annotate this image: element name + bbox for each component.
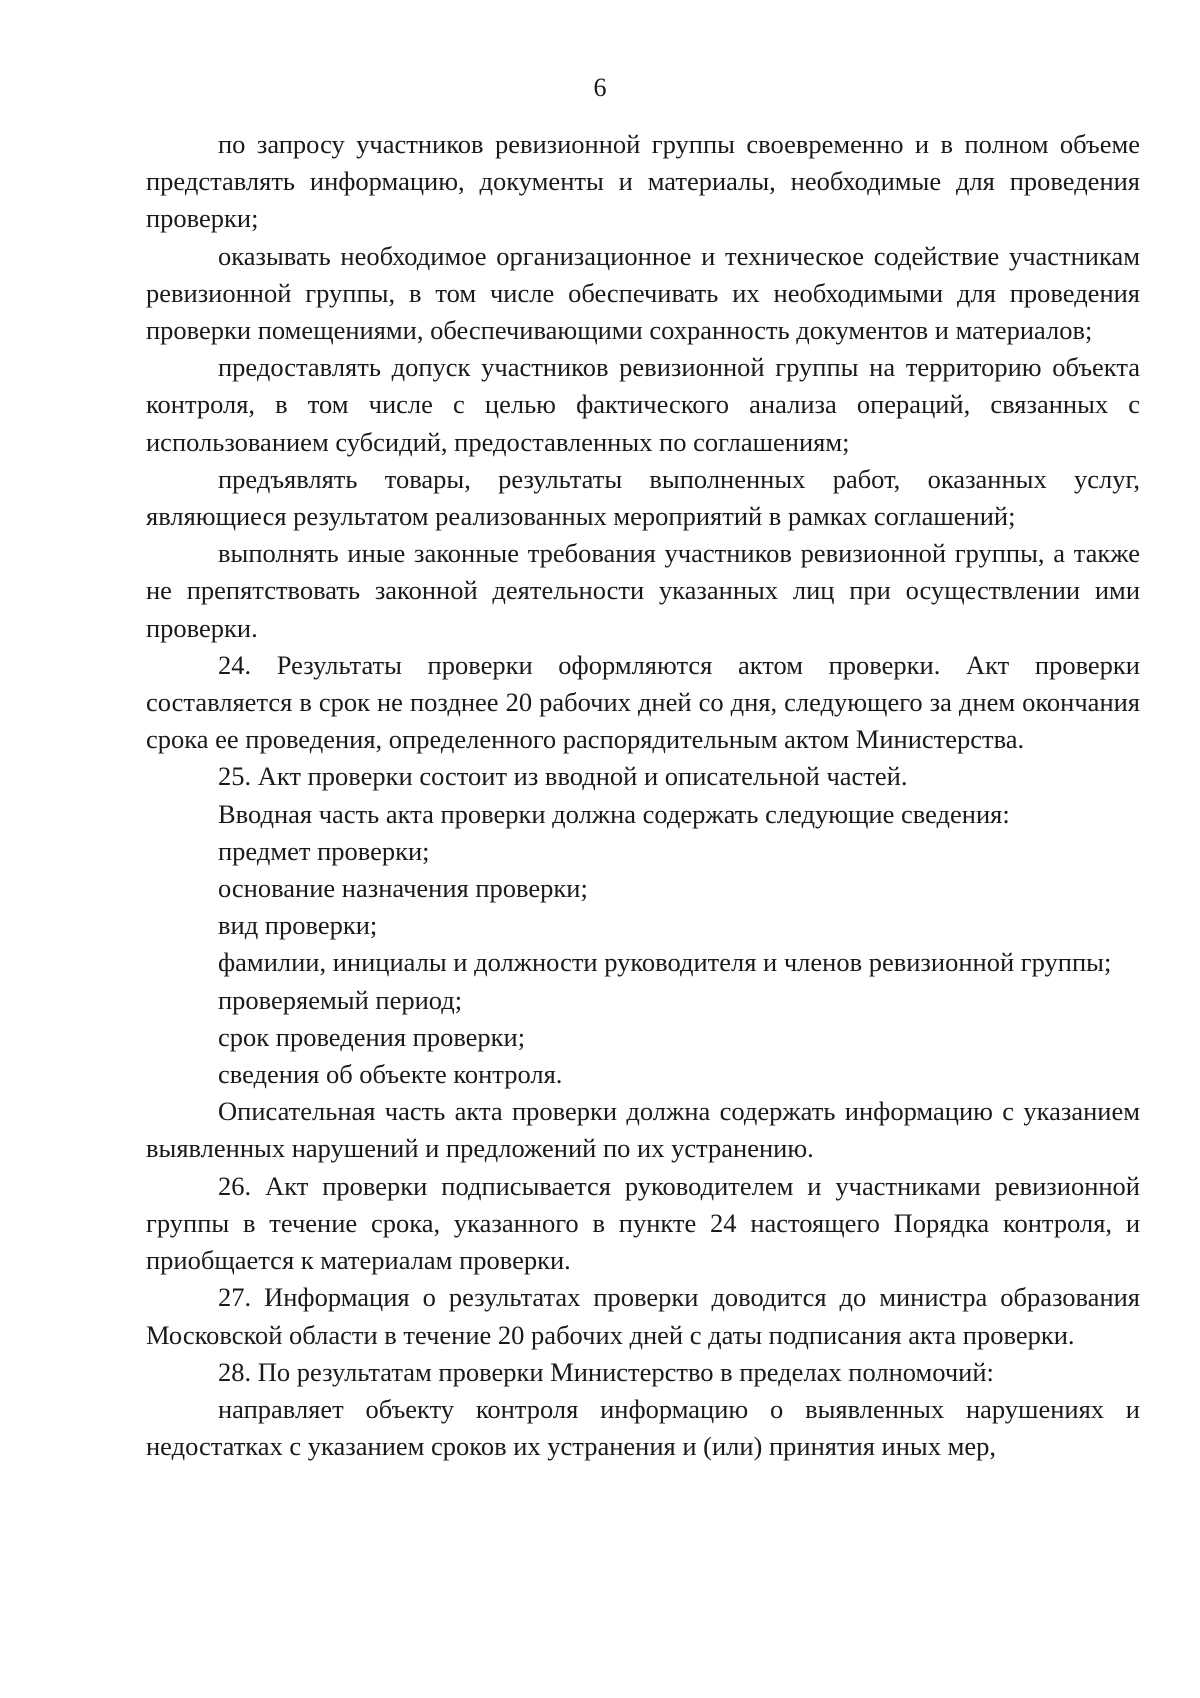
list-item: предмет проверки;	[218, 835, 430, 866]
paragraph: оказывать необходимое организационное и техническое содействие участникам ревизионной группы, в том числе обеспечивать их необходимыми для проведения проверки помещениями, обеспечивающими сохранность документов и материалов;	[146, 240, 1140, 346]
paragraph-clause-24: 24. Результаты проверки оформляются актом проверки. Акт проверки составляется в срок не позднее 20 рабочих дней со дня, следующего за днем окончания срока ее проведения, определенного распорядительным актом Министерства.	[146, 649, 1140, 755]
document-body	[146, 126, 1140, 1465]
paragraph-clause-28: 28. По результатам проверки Министерство в пределах полномочий:	[218, 1356, 994, 1387]
list-item: сведения об объекте контроля.	[218, 1059, 563, 1090]
list-item: вид проверки;	[218, 910, 378, 941]
paragraph-clause-26: 26. Акт проверки подписывается руководителем и участниками ревизионной группы в течение срока, указанного в пункте 24 настоящего Порядка контроля, и приобщается к материалам проверки.	[146, 1170, 1140, 1276]
list-item: проверяемый период;	[218, 984, 463, 1015]
paragraph: предъявлять товары, результаты выполненных работ, оказанных услуг, являющиеся результатом реализованных мероприятий в рамках соглашений;	[146, 463, 1140, 532]
list-item: основание назначения проверки;	[218, 873, 588, 904]
paragraph: Описательная часть акта проверки должна содержать информацию с указанием выявленных нарушений и предложений по их устранению.	[146, 1096, 1140, 1164]
page-number: 6	[593, 73, 607, 102]
paragraph: Вводная часть акта проверки должна содержать следующие сведения:	[218, 798, 1010, 829]
paragraph-clause-27: 27. Информация о результатах проверки доводится до министра образования Московской области в течение 20 рабочих дней с даты подписания акта проверки.	[146, 1282, 1140, 1350]
paragraph: направляет объекту контроля информацию о выявленных нарушениях и недостатках с указанием сроков их устранения и (или) принятия иных мер,	[146, 1393, 1140, 1462]
paragraph-clause-25: 25. Акт проверки состоит из вводной и описательной частей.	[218, 761, 908, 792]
paragraph: по запросу участников ревизионной группы своевременно и в полном объеме представлять информацию, документы и материалы, необходимые для проведения проверки;	[146, 129, 1140, 234]
list-item: фамилии, инициалы и должности руководителя и членов ревизионной группы;	[218, 947, 1112, 978]
paragraph: предоставлять допуск участников ревизионной группы на территорию объекта контроля, в том числе с целью фактического анализа операций, связанных с использованием субсидий, предоставленных по соглашениям;	[146, 352, 1140, 457]
list-item: срок проведения проверки;	[218, 1021, 526, 1052]
paragraph: выполнять иные законные требования участников ревизионной группы, а также не препятствовать законной деятельности указанных лиц при осуществлении ими проверки.	[146, 538, 1140, 643]
